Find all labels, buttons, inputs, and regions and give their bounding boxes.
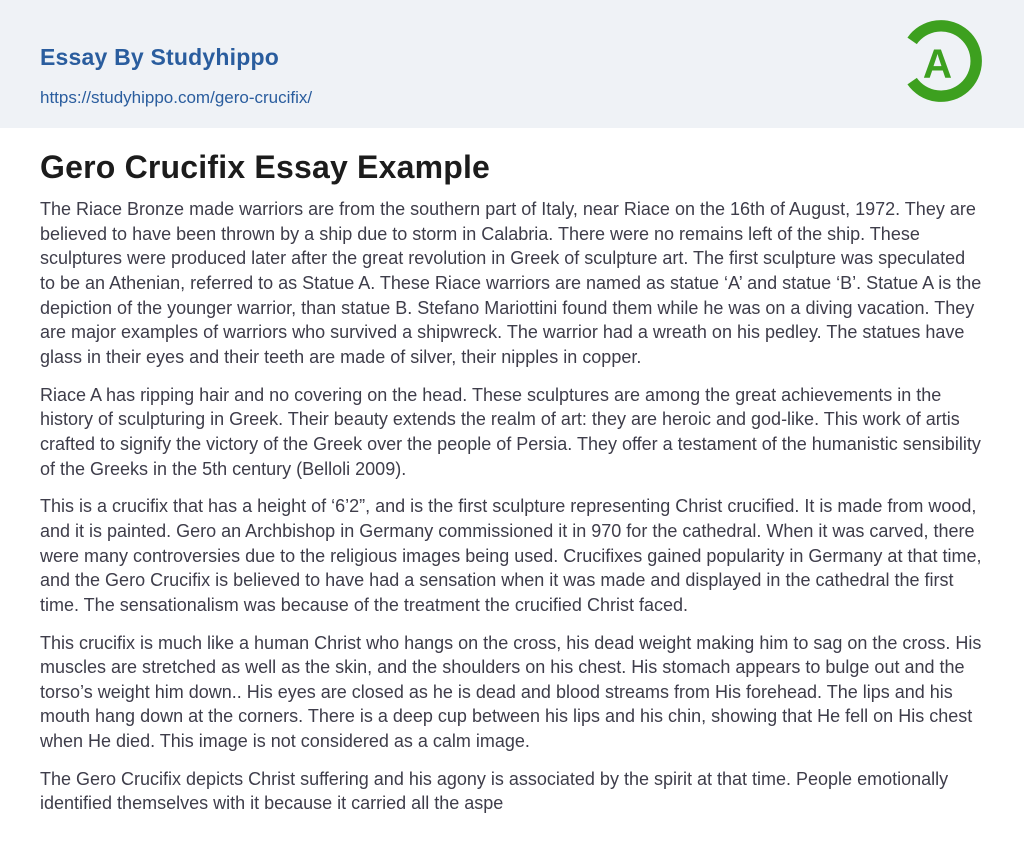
source-url-link[interactable]: https://studyhippo.com/gero-crucifix/ xyxy=(40,88,313,107)
page-header xyxy=(0,0,1024,128)
site-title-link[interactable]: Essay By Studyhippo xyxy=(40,44,279,70)
page-title: Gero Crucifix Essay Example xyxy=(40,149,491,185)
essay-paragraph: This is a crucifix that has a height of ‘6’2”, and is the first sculpture representing Christ crucified. It is made from wood, and it is painted. Gero an Archbishop in Germany commissioned it in 970 for the cathedral. When it was carved, there were many controversies due to the religious images being used. Crucifixes gained popularity in Germany at that time, and the Gero Crucifix is believed to have had a sensation when it was made and displayed in the cathedral the first time. The sensationalism was because of the treatment the crucified Christ faced. xyxy=(40,496,982,615)
essay-content xyxy=(0,149,1024,816)
essay-body xyxy=(40,197,984,816)
essay-paragraph: Riace A has ripping hair and no covering on the head. These sculptures are among the great achievements in the history of sculpturing in Greek. Their beauty extends the realm of art: they are heroic and god-like. This work of artis crafted to signify the victory of the Greek over the people of Persia. They offer a testament of the humanistic sensibility of the Greeks in the 5th century (Belloli 2009). xyxy=(40,384,981,479)
logo-letter: A xyxy=(922,40,953,87)
essay-paragraph: This crucifix is much like a human Christ who hangs on the cross, his dead weight making him to sag on the cross. His muscles are stretched as well as the skin, and the shoulders on his chest. His stomach appears to bulge out and the torso’s weight him down.. His eyes are closed as he is dead and blood streams from His forehead. The lips and his mouth hang down at the corners. There is a deep cup between his lips and his chin, showing that He fell on His chest when He died. This image is not considered as a calm image. xyxy=(40,632,982,752)
essay-paragraph: The Gero Crucifix depicts Christ suffering and his agony is associated by the spirit at that time. People emotionally identified themselves with it because it carried all the aspe xyxy=(40,768,949,814)
studyhippo-logo-icon xyxy=(897,17,985,105)
essay-paragraph: The Riace Bronze made warriors are from the southern part of Italy, near Riace on the 16th of August, 1972. They are believed to have been thrown by a ship due to storm in Calabria. There were no remains left of the ship. These sculptures were produced later after the great revolution in Greek of sculpture art. The first sculpture was speculated to be an Athenian, referred to as Statue A. These Riace warriors are named as statue ‘A’ and statue ‘B’. Statue A is the depiction of the younger warrior, than statue B. Stefano Mariottini found them while he was on a diving vacation. They are major examples of warriors who survived a shipwreck. The warrior had a wreath on his pedley. The statues have glass in their eyes and their teeth are made of silver, their nipples in copper. xyxy=(40,199,982,367)
